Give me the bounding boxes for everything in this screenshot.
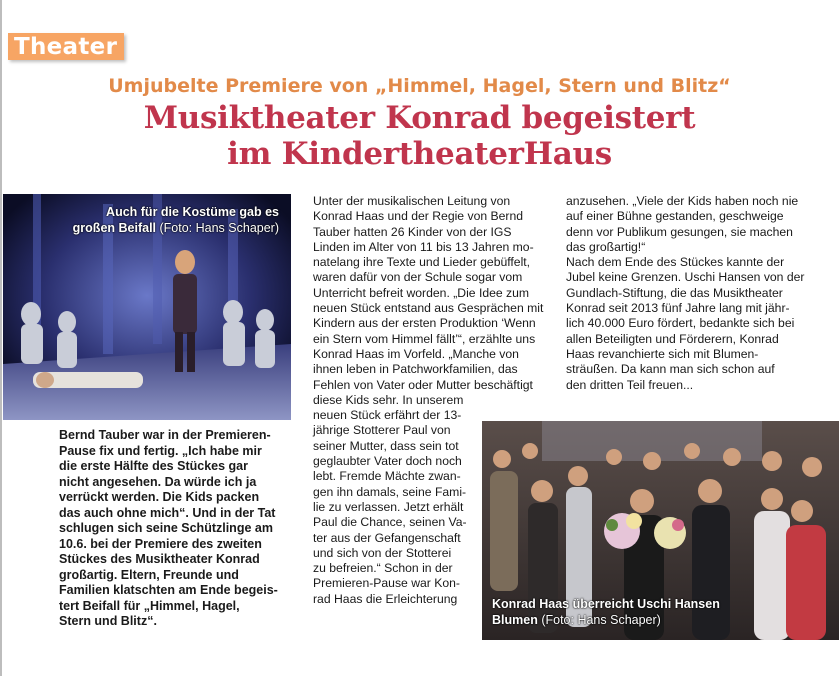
lead-line: großartig. Eltern, Freunde und xyxy=(59,567,239,582)
body-line: gen ihn damals, seine Fami- xyxy=(313,484,467,499)
caption-bold: Auch für die Kostüme gab es xyxy=(106,205,279,219)
body-line: Unter der musikalischen Leitung von xyxy=(313,194,511,208)
body-line: diese Kids sehr. In unserem xyxy=(313,392,464,407)
caption-credit: (Foto: Hans Schaper) xyxy=(541,613,661,627)
body-line: Premieren-Pause war Kon- xyxy=(313,576,460,591)
body-line: rad Haas die Erleichterung xyxy=(313,591,458,606)
body-line: das großartig!“ xyxy=(566,239,646,254)
stage-photo xyxy=(3,194,291,420)
body-line: neuen Stück entstand aus Gesprächen mit xyxy=(313,301,544,316)
lead-line: 10.6. bei der Premiere des zweiten xyxy=(59,536,262,551)
caption-bold: Blumen xyxy=(492,613,538,627)
kicker: Umjubelte Premiere von „Himmel, Hagel, Stern und Blitz“ xyxy=(108,75,731,97)
body-line: Konrad Haas im Vorfeld. „Manche von xyxy=(313,346,519,361)
body-line: geglaubter Vater doch noch xyxy=(313,454,462,469)
body-line: Jubel keine Grenzen. Uschi Hansen von der xyxy=(566,270,805,285)
flowers-photo-caption xyxy=(492,596,720,628)
body-line: allen Beteiligten und Förderern, Konrad xyxy=(566,331,779,346)
headline-line: Musiktheater Konrad begeistert xyxy=(143,100,696,136)
body-line: Tauber hatten 26 Kinder von der IGS xyxy=(313,224,512,239)
lead-paragraph xyxy=(59,428,291,630)
body-line: Konrad Haas und der Regie von Bernd xyxy=(313,209,524,224)
body-line: Kindern aus der ersten Produktion ‘Wenn xyxy=(313,316,536,331)
stage-photo-caption xyxy=(73,204,279,236)
lead-line: die erste Hälfte des Stückes gar xyxy=(59,459,248,473)
section-label: Theater xyxy=(8,33,124,60)
lead-line: Stückes des Musiktheater Konrad xyxy=(59,552,260,566)
body-line: Nach dem Ende des Stückes kannte der xyxy=(566,255,785,270)
headline xyxy=(0,100,839,172)
body-line: lebt. Fremde Mächte zwan- xyxy=(313,469,461,484)
lead-line: Bernd Tauber war in der Premieren- xyxy=(59,428,271,442)
lead-line: schlugen sich seine Schützlinge am xyxy=(59,521,273,535)
body-line: zu befreien.“ Schon in der xyxy=(313,561,453,576)
body-line: anzusehen. „Viele der Kids haben noch nie xyxy=(566,194,799,208)
body-line: lich 40.000 Euro fördert, bedankte sich bei xyxy=(566,316,795,331)
body-line: denn vor Publikum gesungen, sie machen xyxy=(566,224,793,239)
body-line: Paul die Chance, seinen Va- xyxy=(313,515,467,530)
body-line: Unterricht befreit worden. „Die Idee zum xyxy=(313,285,530,300)
caption-bold: Konrad Haas überreicht Uschi Hansen xyxy=(492,597,720,611)
lead-line: tert Beifall für „Himmel, Hagel, xyxy=(59,598,240,613)
caption-credit: (Foto: Hans Schaper) xyxy=(159,221,279,235)
body-line: Gundlach-Stiftung, die das Musiktheater xyxy=(566,285,783,300)
body-line: Linden im Alter von 11 bis 13 Jahren mo- xyxy=(313,239,534,254)
body-line: jährige Stotterer Paul von xyxy=(313,423,451,438)
body-line: Haas revanchierte sich mit Blumen- xyxy=(566,346,759,361)
body-line: und sich von der Stotterei xyxy=(313,545,452,560)
body-line: ter aus der Gefangenschaft xyxy=(313,530,461,545)
body-line: auf einer Bühne gestanden, geschweige xyxy=(566,209,784,224)
body-line: ihnen leben in Patchworkfamilien, das xyxy=(313,362,518,377)
lead-line: Stern und Blitz“. xyxy=(59,614,157,628)
body-line: sträußen. Da kann man sich schon auf xyxy=(566,362,775,377)
lead-line: verrückt werden. Die Kids packen xyxy=(59,490,260,504)
body-line: natelang ihre Texte und Lieder gebüffelt, xyxy=(313,255,531,270)
body-line: neuen Stück erfährt der 13- xyxy=(313,408,462,423)
body-column-3 xyxy=(566,194,831,393)
body-line: ein Stern vom Himmel fällt’“, erzählte uns xyxy=(313,331,536,346)
body-line: seiner Mutter, dass sein tot xyxy=(313,438,459,453)
body-line: den dritten Teil freuen... xyxy=(566,377,694,392)
body-line: lie zu verlassen. Jetzt erhält xyxy=(313,499,464,514)
lead-line: Pause fix und fertig. „Ich habe mir xyxy=(59,443,262,458)
body-line: waren dafür von der Schule sogar vom xyxy=(313,270,523,285)
lead-line: nicht angesehen. Da würde ich ja xyxy=(59,474,257,489)
body-line: Fehlen von Vater oder Mutter beschäftigt xyxy=(313,377,533,392)
flowers-photo xyxy=(482,421,839,640)
body-line: Konrad seit 2013 fünf Jahre lang mit jähr- xyxy=(566,301,790,316)
caption-bold: großen Beifall xyxy=(72,221,157,235)
headline-line: im KindertheaterHaus xyxy=(227,136,612,172)
lead-line: Familien klatschten am Ende begeis- xyxy=(59,583,278,597)
lead-line: das auch ohne mich“. Und in der Tat xyxy=(59,505,276,520)
